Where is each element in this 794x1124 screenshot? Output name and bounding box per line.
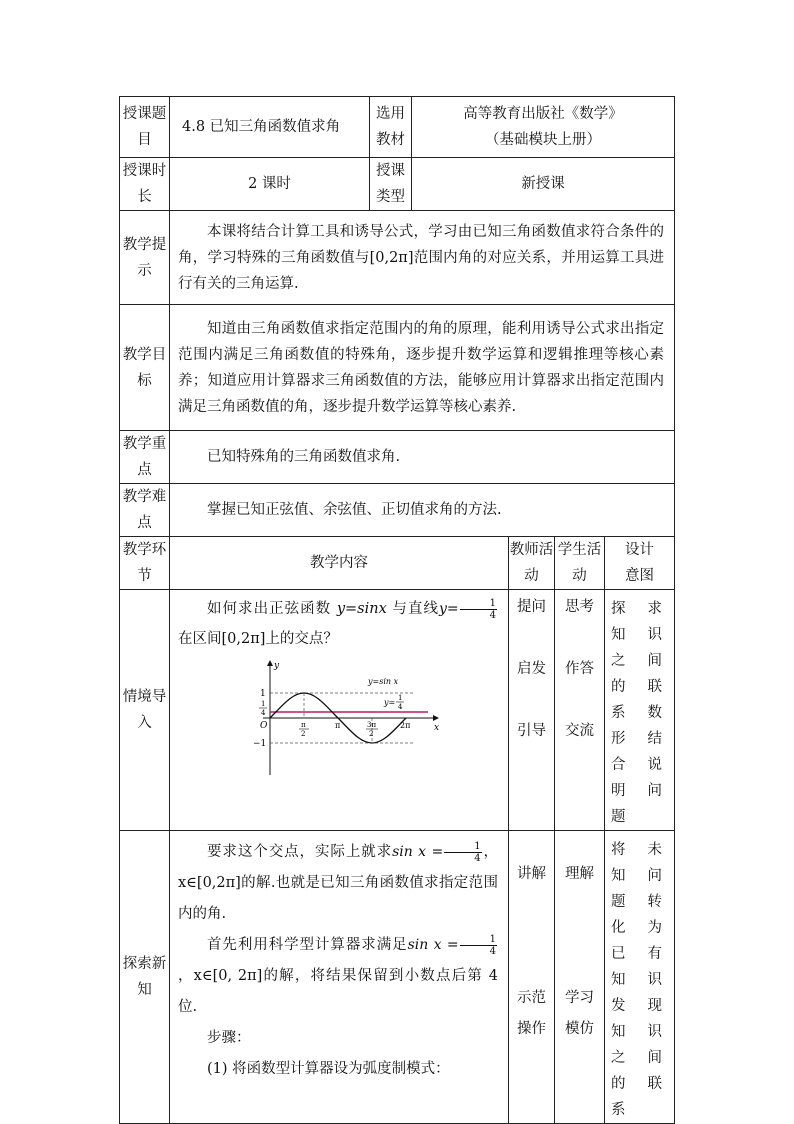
explore-paragraph-1: [178, 837, 498, 930]
y-axis-arrow: [267, 660, 273, 666]
explore-p1-rest: ，x∈[0,2π]的解.也就是已知三角函数值求指定范围内的角.: [178, 844, 498, 922]
duration-value: 2 课时: [170, 158, 370, 211]
student-column-header: 学生活动: [555, 537, 605, 590]
explore-p2-rest: ，x∈[0, 2π]的解，将结果保留到小数点后第 4 位.: [178, 968, 498, 1015]
explore-teacher-activity: [509, 831, 555, 1124]
tick-label-pi: π: [335, 721, 341, 730]
tick-label-pi-half-den: 2: [301, 730, 306, 738]
stage-column-header: 教学环节: [120, 537, 170, 590]
type-value: 新授课: [412, 158, 675, 211]
design-column-header: 设计意图: [605, 537, 675, 590]
explore-student-item: 理解: [565, 866, 594, 882]
difficulties-text: 掌握已知正弦值、余弦值、正切值求角的方法.: [207, 502, 502, 518]
intro-row: [120, 590, 675, 831]
explore-teacher-item: 讲解: [517, 866, 546, 882]
duration-label: 授课时长: [120, 158, 170, 211]
intro-student-item: 作答: [565, 661, 594, 677]
explore-p1-num: 1: [444, 841, 481, 853]
explore-paragraph-2: [178, 930, 498, 1023]
explore-p1-eq: sin x =: [392, 844, 444, 860]
intro-content: [170, 590, 509, 831]
explore-paragraph-3: 步骤：: [207, 1030, 251, 1046]
explore-p2-num: 1: [460, 934, 497, 946]
explore-p2-eq: sin x =: [407, 937, 459, 953]
teacher-column-header: 教师活动: [509, 537, 555, 590]
material-label: 选用教材: [370, 97, 412, 158]
intro-design-intent: 探求知识之间的联系数形结合说明问题: [605, 590, 675, 831]
difficulties-label: 教学难点: [120, 484, 170, 537]
tick-label-1: 1: [260, 689, 266, 699]
column-header-row: [120, 537, 675, 590]
intro-stage: 情境导入: [120, 590, 170, 831]
intro-student-item: 思考: [565, 599, 594, 615]
line-label-num: 1: [398, 694, 403, 702]
key-points-text: 已知特殊角的三角函数值求角.: [207, 449, 401, 465]
goals-label: 教学目标: [120, 305, 170, 431]
origin-label: O: [260, 721, 268, 731]
topic-label: 授课题目: [120, 97, 170, 158]
explore-student-activity: [555, 831, 605, 1124]
tick-label-quarter-num: 1: [261, 700, 266, 708]
tick-label-neg1: −1: [253, 739, 267, 749]
explore-student-item: 模仿: [565, 1021, 594, 1037]
explore-student-item: 学习: [565, 990, 594, 1006]
intro-line-lhs: y=: [439, 601, 459, 617]
goals-row: [120, 305, 675, 431]
topic-value: 4.8 已知三角函数值求角: [170, 97, 370, 158]
explore-p2-fraction: [460, 934, 497, 957]
explore-stage: 探索新知: [120, 831, 170, 1124]
tick-label-3pi-half-den: 2: [369, 730, 374, 738]
intro-fraction: [460, 598, 497, 621]
material-line2: （基础模块上册）: [485, 132, 601, 148]
intro-question: [178, 594, 498, 654]
tips-text: 本课将结合计算工具和诱导公式，学习由已知三角函数值求符合条件的角，学习特殊的三角函数值与[0,2π]范围内角的对应关系，并用运算工具进行有关的三角运算.: [178, 223, 664, 292]
curve-label: y=sin x: [368, 677, 399, 686]
intro-question-part1: 如何求出正弦函数: [207, 601, 332, 617]
explore-row: [120, 831, 675, 1124]
explore-p2-den: 4: [489, 945, 496, 957]
intro-teacher-item: 引导: [517, 723, 546, 739]
line-label-lhs: y=: [384, 698, 396, 707]
intro-student-activity: [555, 590, 605, 831]
tick-label-pi-half-num: π: [301, 721, 306, 729]
type-label: 授课类型: [370, 158, 412, 211]
explore-design-intent: 将未知问题转化为已有知识发现知识之间的联系: [605, 831, 675, 1124]
explore-teacher-item: 操作: [517, 1021, 546, 1037]
intro-student-item: 交流: [565, 723, 594, 739]
goals-text: 知道由三角函数值求指定范围内的角的原理，能利用诱导公式求出指定范围内满足三角函数值的特殊角，逐步提升数学运算和逻辑推理等核心素养；知道应用计算器求三角函数值的方法，能够应用计算器求出指定范围内满足三角函数值的角，逐步提升数学运算等核心素养.: [178, 320, 664, 415]
intro-frac-den: 4: [489, 609, 497, 621]
intro-teacher-item: 提问: [517, 599, 546, 615]
intro-teacher-item: 启发: [517, 661, 546, 677]
explore-content: [170, 831, 509, 1124]
tick-label-2pi: 2π: [400, 721, 411, 730]
difficulties-row: [120, 484, 675, 537]
tick-label-quarter-den: 4: [261, 709, 266, 717]
tips-label: 教学提示: [120, 211, 170, 305]
x-axis-arrow: [433, 715, 439, 721]
explore-p1-den: 4: [474, 852, 481, 864]
sine-graph: [248, 660, 448, 780]
y-axis-label: y: [274, 661, 280, 671]
intro-question-func: y=sinx: [336, 601, 387, 617]
key-points-label: 教学重点: [120, 431, 170, 484]
explore-p1-fraction: [444, 841, 481, 864]
intro-question-part3: 在区间[0,2π]上的交点？: [178, 631, 338, 647]
lesson-plan-table: [119, 96, 675, 1124]
material-line1: 高等教育出版社《数学》: [463, 106, 623, 122]
line-label-den: 4: [398, 703, 403, 711]
x-axis-label: x: [434, 723, 440, 733]
duration-row: [120, 158, 675, 211]
explore-paragraph-4: (1) 将函数型计算器设为弧度制模式：: [207, 1061, 450, 1077]
content-column-header: 教学内容: [170, 537, 509, 590]
key-points-row: [120, 431, 675, 484]
material-value: [412, 97, 675, 158]
intro-question-part2: 与直线: [392, 601, 439, 617]
topic-row: [120, 97, 675, 158]
tips-row: [120, 211, 675, 305]
intro-teacher-activity: [509, 590, 555, 831]
explore-p2-text: 首先利用科学型计算器求满足: [207, 937, 408, 953]
explore-teacher-item: 示范: [517, 990, 546, 1006]
intro-frac-num: 1: [460, 598, 497, 610]
explore-p1-text: 要求这个交点，实际上就求: [207, 844, 393, 860]
tick-label-3pi-half-num: 3π: [367, 721, 377, 729]
